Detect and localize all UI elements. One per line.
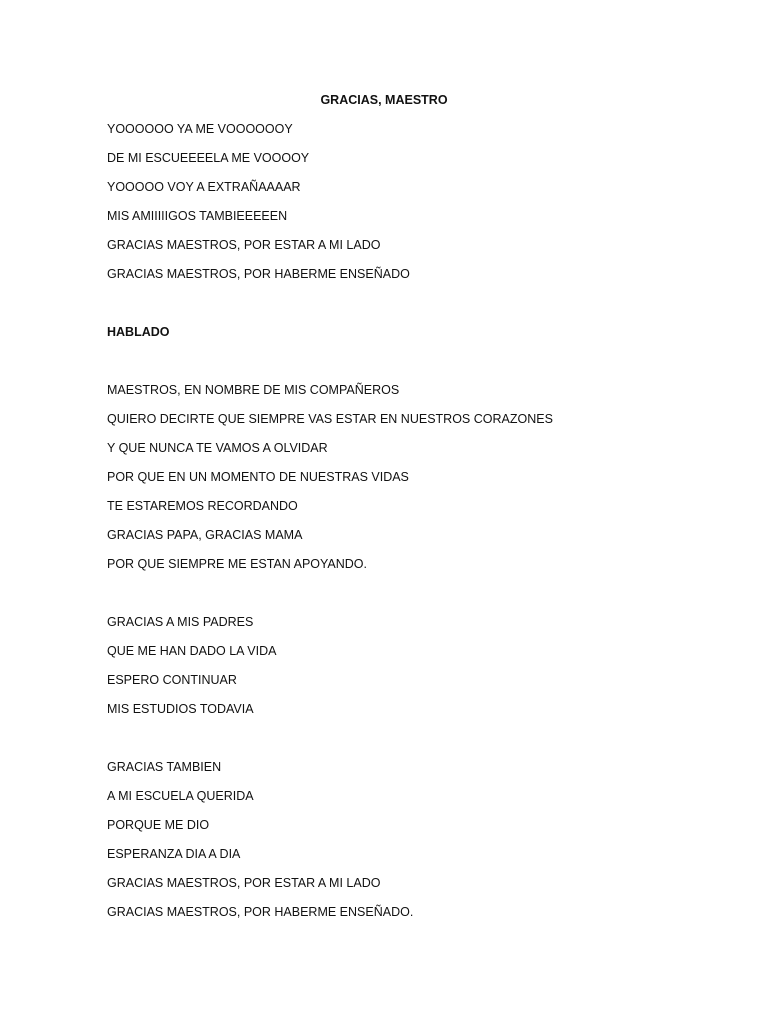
stanza-spacer	[107, 728, 707, 757]
lyric-line: MIS ESTUDIOS TODAVIA	[107, 702, 254, 716]
lyric-line: ESPERO CONTINUAR	[107, 673, 237, 687]
stanza-spacer	[107, 351, 707, 380]
lyric-line: QUE ME HAN DADO LA VIDA	[107, 644, 277, 658]
lyric-line: A MI ESCUELA QUERIDA	[107, 789, 254, 803]
lyric-line: Y QUE NUNCA TE VAMOS A OLVIDAR	[107, 441, 328, 455]
lyric-line: POR QUE EN UN MOMENTO DE NUESTRAS VIDAS	[107, 470, 409, 484]
lyric-line: GRACIAS MAESTROS, POR HABERME ENSEÑADO.	[107, 905, 414, 919]
lyric-line: GRACIAS MAESTROS, POR ESTAR A MI LADO	[107, 876, 381, 890]
stanza-2	[107, 380, 707, 574]
lyric-line: TE ESTAREMOS RECORDANDO	[107, 499, 298, 513]
lyric-line: YOOOOO VOY A EXTRAÑAAAAR	[107, 180, 301, 194]
lyric-line: GRACIAS A MIS PADRES	[107, 615, 254, 629]
lyric-line: GRACIAS MAESTROS, POR HABERME ENSEÑADO	[107, 267, 410, 281]
lyric-line: POR QUE SIEMPRE ME ESTAN APOYANDO.	[107, 557, 368, 571]
stanza-4	[107, 757, 707, 922]
lyric-line: GRACIAS MAESTROS, POR ESTAR A MI LADO	[107, 238, 381, 252]
stanza-spacer	[107, 583, 707, 612]
stanza-spacer	[107, 293, 707, 322]
lyric-line: PORQUE ME DIO	[107, 818, 210, 832]
lyric-line: GRACIAS PAPA, GRACIAS MAMA	[107, 528, 303, 542]
lyric-line: MIS AMIIIIIGOS TAMBIEEEEEN	[107, 209, 288, 223]
spoken-heading: HABLADO	[107, 325, 170, 339]
lyrics-body	[107, 119, 707, 931]
stanza-1	[107, 119, 707, 284]
document-title: GRACIAS, MAESTRO	[320, 93, 448, 107]
lyric-line: ESPERANZA DIA A DIA	[107, 847, 241, 861]
lyric-line: GRACIAS TAMBIEN	[107, 760, 222, 774]
lyric-line: MAESTROS, EN NOMBRE DE MIS COMPAÑEROS	[107, 383, 400, 397]
stanza-3	[107, 612, 707, 719]
lyric-line: QUIERO DECIRTE QUE SIEMPRE VAS ESTAR EN NUESTROS CORAZONES	[107, 412, 553, 426]
lyric-line: DE MI ESCUEEEELA ME VOOOOY	[107, 151, 310, 165]
lyric-line: YOOOOOO YA ME VOOOOOOY	[107, 122, 293, 136]
